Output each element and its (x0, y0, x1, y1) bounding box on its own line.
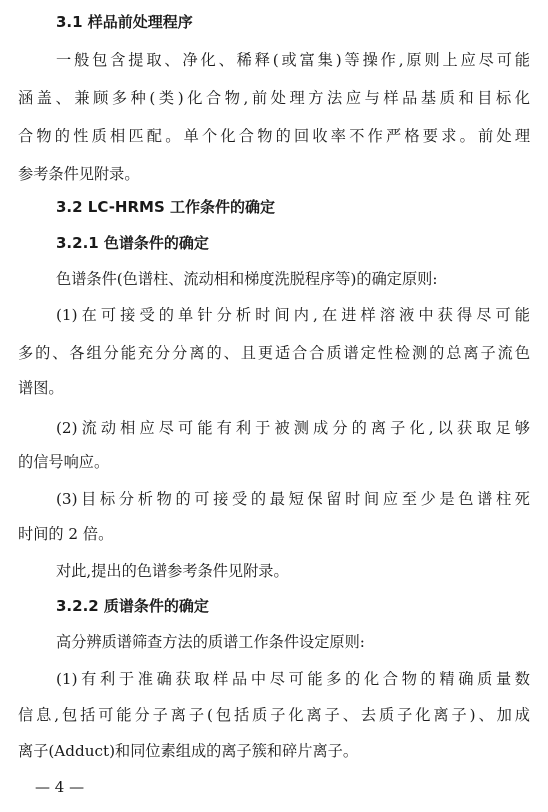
list-item-line: (3)目标分析物的可接受的最短保留时间应至少是色谱柱死 (56, 490, 530, 508)
list-item-line: 信息,包括可能分子离子(包括质子化离子、去质子化离子)、加成 (18, 706, 530, 724)
list-item-line: 时间的 2 倍。 (18, 525, 114, 543)
section-heading-3-2-1: 3.2.1 色谱条件的确定 (56, 234, 209, 252)
paragraph-line: 合物的性质相匹配。单个化合物的回收率不作严格要求。前处理 (18, 127, 530, 145)
list-item-line: 多的、各组分能充分分离的、且更适合合质谱定性检测的总离子流色 (18, 344, 530, 362)
paragraph-line: 高分辨质谱筛查方法的质谱工作条件设定原则: (56, 633, 365, 651)
paragraph-line: 参考条件见附录。 (18, 165, 140, 183)
paragraph-line: 对此,提出的色谱参考条件见附录。 (56, 562, 289, 580)
page-number: — 4 — (35, 778, 85, 796)
list-item-line: (2)流动相应尽可能有利于被测成分的离子化,以获取足够 (56, 419, 530, 437)
paragraph-line: 涵盖、兼顾多种(类)化合物,前处理方法应与样品基质和目标化 (18, 89, 530, 107)
list-item-line: (1)在可接受的单针分析时间内,在进样溶液中获得尽可能 (56, 306, 530, 324)
section-heading-3-2-2: 3.2.2 质谱条件的确定 (56, 597, 209, 615)
paragraph-line: 一般包含提取、净化、稀释(或富集)等操作,原则上应尽可能 (56, 51, 530, 69)
list-item-line: 的信号响应。 (18, 453, 110, 471)
list-item-line: (1)有利于准确获取样品中尽可能多的化合物的精确质量数 (56, 670, 530, 688)
section-heading-3-1: 3.1 样品前处理程序 (56, 13, 193, 31)
list-item-line: 谱图。 (18, 379, 64, 397)
section-heading-3-2: 3.2 LC-HRMS 工作条件的确定 (56, 198, 275, 216)
list-item-line: 离子(Adduct)和同位素组成的离子簇和碎片离子。 (18, 742, 359, 760)
paragraph-line: 色谱条件(色谱柱、流动相和梯度洗脱程序等)的确定原则: (56, 270, 438, 288)
